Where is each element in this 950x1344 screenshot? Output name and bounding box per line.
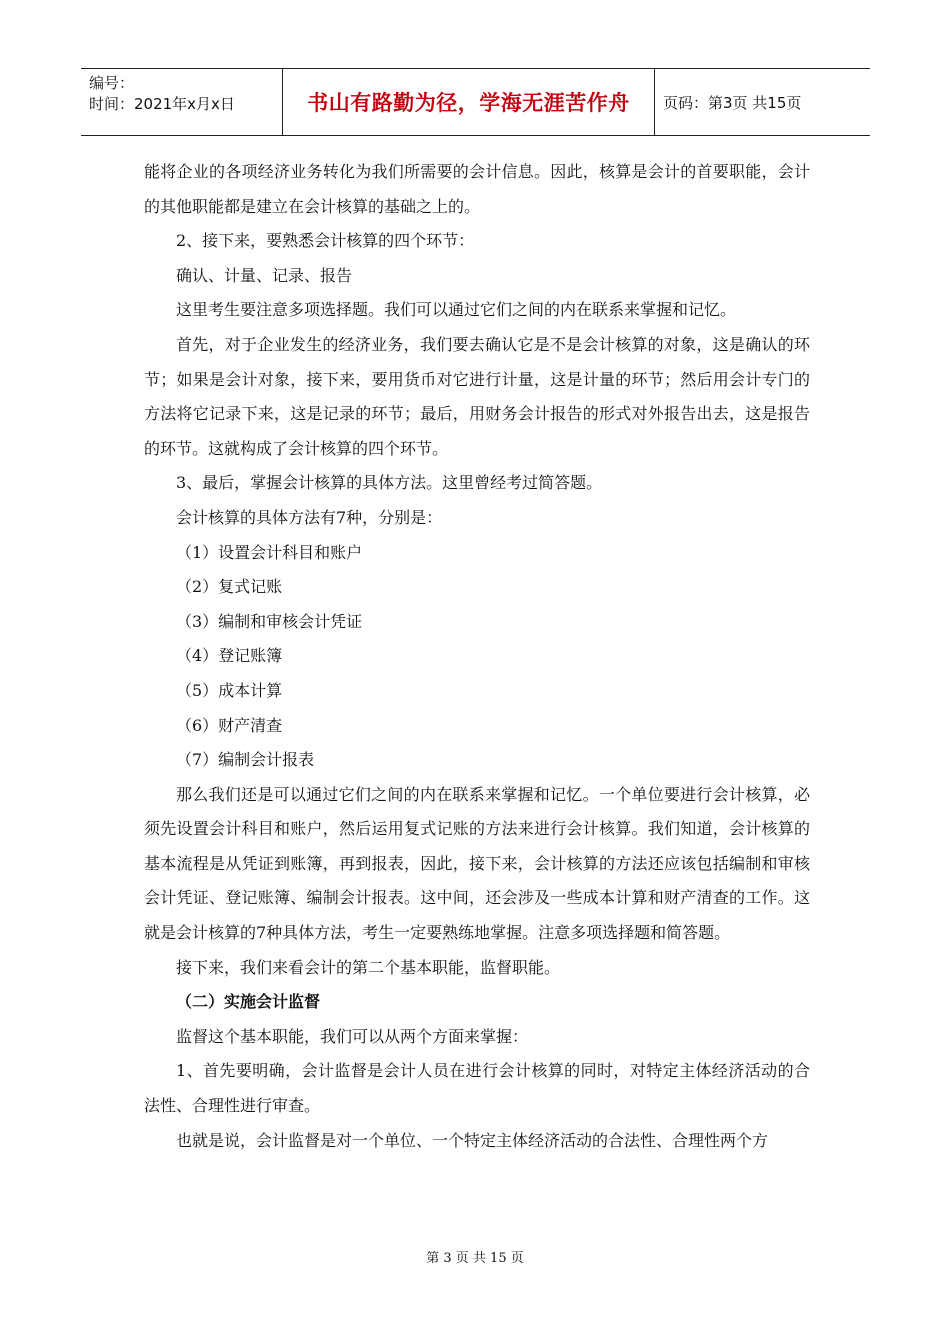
motto-cell [282,69,655,135]
paragraph: （2）复式记账 [176,577,283,597]
paragraph: 监督这个基本职能，我们可以从两个方面来掌握： [176,1026,529,1046]
paragraph: 会计核算的具体方法有7种，分别是： [176,507,443,527]
paragraph: 确认、计量、记录、报告 [176,265,353,285]
paragraph: （5）成本计算 [176,680,283,700]
footer-page-number: 第 3 页 共 15 页 [426,1251,524,1266]
paragraph: 那么我们还是可以通过它们之间的内在联系来掌握和记忆。一个单位要进行会计核算，必须先设置会计科目和账户，然后运用复式记账的方法来进行会计核算。我们知道，会计核算的基本流程是从凭证到账簿，再到报表，因此，接下来，会计核算的方法还应该包括编制和审核会计凭证、登记账簿、编制会计报表。这中间，还会涉及一些成本计算和财产清查的工作。这就是会计核算的7种具体方法，考生一定要熟练地掌握。注意多项选择题和简答题。 [144,784,810,943]
page-footer [0,1247,950,1266]
motto-text: 书山有路勤为径，学海无涯苦作舟 [307,91,630,115]
header-table [81,68,870,136]
number-label: 编号： [89,74,135,92]
date-line: 时间：2021年x月x日 [89,95,235,113]
paragraph: 3、最后，掌握会计核算的具体方法。这里曾经考过简答题。 [176,473,603,493]
paragraph: 这里考生要注意多项选择题。我们可以通过它们之间的内在联系来掌握和记忆。 [176,300,737,320]
paragraph: 也就是说，会计监督是对一个单位、一个特定主体经济活动的合法性、合理性两个方 [176,1130,769,1150]
page-info: 页码：第3页 共15页 [663,93,802,112]
paragraph: 2、接下来，要熟悉会计核算的四个环节： [176,231,475,251]
paragraph: 能将企业的各项经济业务转化为我们所需要的会计信息。因此，核算是会计的首要职能，会计的其他职能都是建立在会计核算的基础之上的。 [144,162,810,216]
paragraph: （1）设置会计科目和账户 [176,542,363,562]
page-info-cell [655,69,870,135]
header-meta [81,69,282,135]
section-heading: （二）实施会计监督 [176,992,321,1012]
paragraph: （3）编制和审核会计凭证 [176,611,363,631]
paragraph: （6）财产清查 [176,715,283,735]
paragraph: 接下来，我们来看会计的第二个基本职能，监督职能。 [176,957,561,977]
paragraph: （4）登记账簿 [176,646,283,666]
paragraph: 1、首先要明确，会计监督是会计人员在进行会计核算的同时，对特定主体经济活动的合法性、合理性进行审查。 [144,1061,810,1116]
paragraph: （7）编制会计报表 [176,750,315,770]
document-body [144,155,810,1158]
paragraph: 首先，对于企业发生的经济业务，我们要去确认它是不是会计核算的对象，这是确认的环节；如果是会计对象，接下来，要用货币对它进行计量，这是计量的环节；然后用会计专门的方法将它记录下来，这是记录的环节；最后，用财务会计报告的形式对外报告出去，这是报告的环节。这就构成了会计核算的四个环节。 [144,334,810,458]
